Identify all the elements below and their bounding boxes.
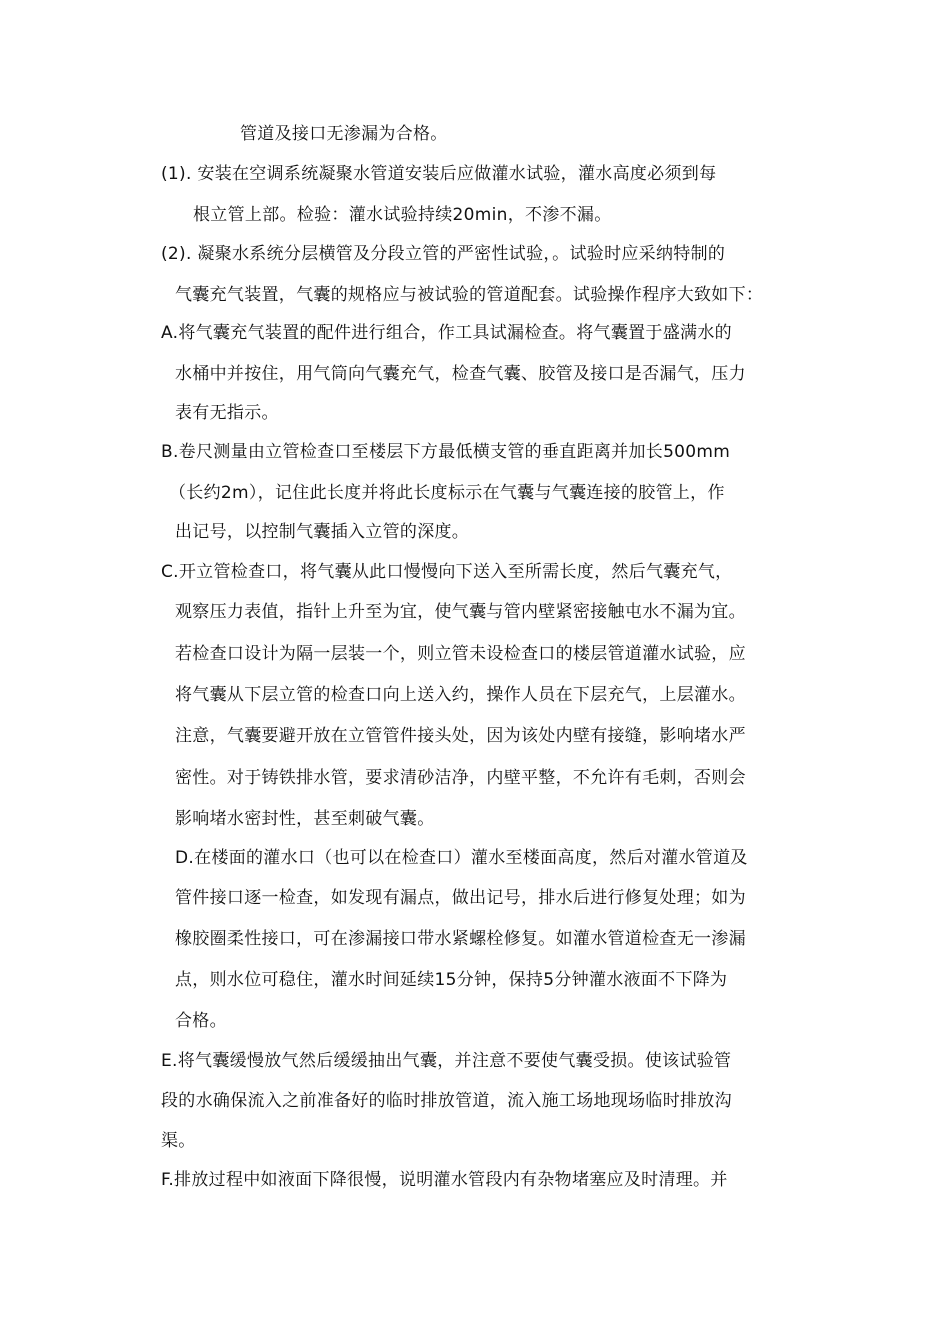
text-line: 根立管上部。检验：灌水试验持续20min，不渗不漏。	[193, 205, 612, 225]
text-line: 气囊充气装置，气囊的规格应与被试验的管道配套。试验操作程序大致如下：	[175, 285, 764, 305]
text-line: (1). 安装在空调系统凝聚水管道安装后应做灌水试验，灌水高度必须到每	[161, 164, 717, 184]
text-line: B.卷尺测量由立管检查口至楼层下方最低横支管的垂直距离并加长500mm	[161, 442, 731, 462]
text-line: E.将气囊缓慢放气然后缓缓抽出气囊，并注意不要使气囊受损。使该试验管	[161, 1051, 732, 1071]
text-line: 合格。	[175, 1011, 227, 1031]
text-line: 水桶中并按住，用气筒向气囊充气，检查气囊、胶管及接口是否漏气，压力	[175, 364, 746, 384]
text-line: A.将气囊充气装置的配件进行组合，作工具试漏检查。将气囊置于盛满水的	[161, 323, 732, 343]
text-line: F.排放过程中如液面下降很慢，说明灌水管段内有杂物堵塞应及时清理。并	[161, 1170, 728, 1190]
text-line: 若检查口设计为隔一层装一个，则立管未设检查口的楼层管道灌水试验，应	[175, 644, 746, 664]
text-line: 管道及接口无渗漏为合格。	[240, 124, 448, 144]
text-line: (2). 凝聚水系统分层横管及分段立管的严密性试验，。试验时应采纳特制的	[161, 244, 726, 264]
text-line: 注意，气囊要避开放在立管管件接头处，因为该处内壁有接缝，影响堵水严	[175, 726, 746, 746]
text-line: 影响堵水密封性，甚至刺破气囊。	[175, 809, 435, 829]
text-line: C.开立管检查口，将气囊从此口慢慢向下送入至所需长度，然后气囊充气，	[161, 562, 733, 582]
text-line: （长约2m），记住此长度并将此长度标示在气囊与气囊连接的胶管上，作	[169, 483, 725, 503]
text-line: 出记号，以控制气囊插入立管的深度。	[175, 522, 470, 542]
text-line: 橡胶圈柔性接口，可在渗漏接口带水紧螺栓修复。如灌水管道检查无一渗漏	[175, 929, 746, 949]
text-line: 将气囊从下层立管的检查口向上送入约，操作人员在下层充气，上层灌水。	[175, 685, 746, 705]
text-line: 渠。	[161, 1131, 196, 1151]
text-line: 表有无指示。	[175, 403, 279, 423]
text-line: 观察压力表值，指针上升至为宜，使气囊与管内壁紧密接触屯水不漏为宜。	[175, 602, 746, 622]
text-line: 点，则水位可稳住，灌水时间延续15分钟，保持5分钟灌水液面不下降为	[175, 970, 728, 990]
text-line: 密性。对于铸铁排水管，要求清砂洁净，内壁平整，不允许有毛刺，否则会	[175, 768, 746, 788]
text-line: D.在楼面的灌水口（也可以在检查口）灌水至楼面高度，然后对灌水管道及	[175, 848, 748, 868]
text-line: 段的水确保流入之前准备好的临时排放管道，流入施工场地现场临时排放沟	[161, 1091, 732, 1111]
text-line: 管件接口逐一检查，如发现有漏点，做出记号，排水后进行修复处理；如为	[175, 888, 746, 908]
